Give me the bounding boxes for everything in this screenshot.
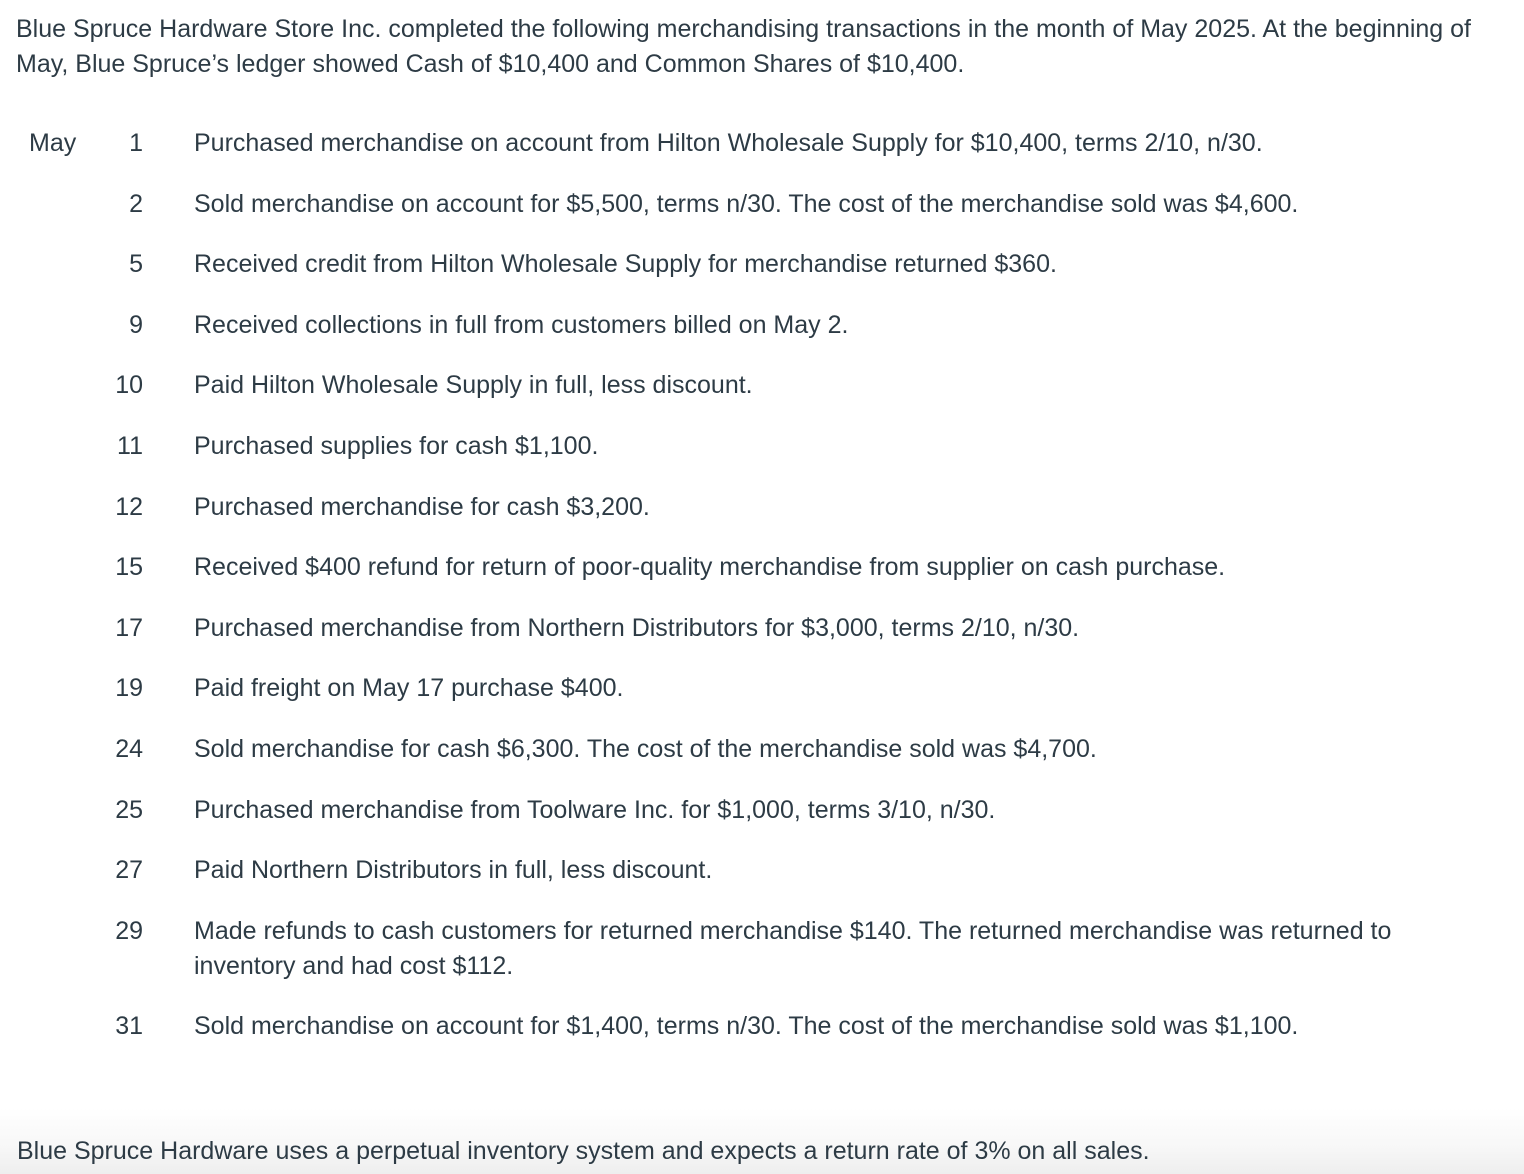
transaction-day: 12 [115, 492, 143, 521]
transaction-month [20, 914, 99, 1010]
transaction-description: Purchased merchandise from Toolware Inc. for $1,000, terms 3/10, n/30. [194, 795, 996, 824]
transaction-day: 5 [129, 250, 143, 279]
transaction-day: 10 [115, 371, 143, 400]
transaction-row [20, 490, 1440, 551]
transaction-description: Received credit from Hilton Wholesale Supply for merchandise returned $360. [194, 250, 1057, 279]
transaction-day: 27 [115, 856, 143, 885]
inventory-system-note: Blue Spruce Hardware uses a perpetual inventory system and expects a return rate of 3% on all sales. [17, 1137, 1150, 1165]
transaction-row [20, 308, 1440, 369]
transactions-body [20, 126, 1440, 1070]
transaction-row [20, 126, 1440, 187]
transaction-month: May [29, 129, 77, 157]
transaction-month [20, 732, 99, 793]
transaction-month [20, 550, 99, 611]
transaction-row [20, 671, 1440, 732]
transaction-description: Purchased merchandise on account from Hilton Wholesale Supply for $10,400, terms 2/10, n/30. [194, 129, 1263, 157]
transaction-row [20, 853, 1440, 914]
transaction-day: 31 [115, 1012, 143, 1041]
transaction-description: Purchased merchandise for cash $3,200. [194, 492, 650, 521]
transaction-description: Received $400 refund for return of poor-quality merchandise from supplier on cash purchase. [194, 553, 1226, 582]
transaction-row [20, 187, 1440, 248]
transaction-description: Paid Northern Distributors in full, less discount. [194, 856, 713, 885]
transaction-row [20, 429, 1440, 490]
transaction-description: Paid Hilton Wholesale Supply in full, less discount. [194, 371, 753, 400]
transaction-day: 19 [115, 674, 143, 703]
transaction-description: Received collections in full from customers billed on May 2. [194, 310, 849, 339]
transaction-description: Made refunds to cash customers for returned merchandise $140. The returned merchandise was returned to inventory and had cost $112. [194, 916, 1392, 980]
transaction-row [20, 914, 1440, 1010]
transaction-description: Sold merchandise on account for $1,400, terms n/30. The cost of the merchandise sold was $1,100. [194, 1012, 1299, 1041]
problem-intro: Blue Spruce Hardware Store Inc. completed the following merchandising transactions in the month of May 2025. At the beginning of May, Blue Spruce’s ledger showed Cash of $10,400 and Common Shares of $10,400. [16, 15, 1472, 78]
transaction-row [20, 247, 1440, 308]
transaction-row [20, 732, 1440, 793]
transaction-day: 24 [115, 734, 143, 763]
transaction-month [20, 1009, 99, 1070]
transaction-description: Sold merchandise for cash $6,300. The cost of the merchandise sold was $4,700. [194, 734, 1097, 763]
transaction-month [20, 793, 99, 854]
transaction-day: 1 [129, 129, 143, 157]
transaction-day: 29 [115, 916, 143, 945]
transaction-row [20, 550, 1440, 611]
transaction-day: 9 [129, 310, 143, 339]
transaction-month [20, 671, 99, 732]
transaction-description: Purchased merchandise from Northern Distributors for $3,000, terms 2/10, n/30. [194, 613, 1080, 642]
transaction-month [20, 368, 99, 429]
transaction-day: 25 [115, 795, 143, 824]
transaction-row [20, 793, 1440, 854]
transaction-row [20, 1009, 1440, 1070]
transaction-description: Paid freight on May 17 purchase $400. [194, 674, 624, 703]
transaction-description: Sold merchandise on account for $5,500, terms n/30. The cost of the merchandise sold was $4,600. [194, 189, 1299, 218]
transaction-month [20, 853, 99, 914]
transaction-month [20, 247, 99, 308]
transaction-row [20, 368, 1440, 429]
transaction-day: 2 [129, 189, 143, 218]
transaction-month [20, 429, 99, 490]
transaction-day: 17 [115, 613, 143, 642]
transactions-table [20, 126, 1440, 1070]
transaction-month [20, 490, 99, 551]
transaction-description: Purchased supplies for cash $1,100. [194, 431, 599, 460]
transaction-month [20, 611, 99, 672]
transaction-day: 11 [117, 431, 143, 460]
transaction-row [20, 611, 1440, 672]
transaction-month [20, 187, 99, 248]
transaction-month [20, 308, 99, 369]
transaction-day: 15 [115, 553, 143, 582]
